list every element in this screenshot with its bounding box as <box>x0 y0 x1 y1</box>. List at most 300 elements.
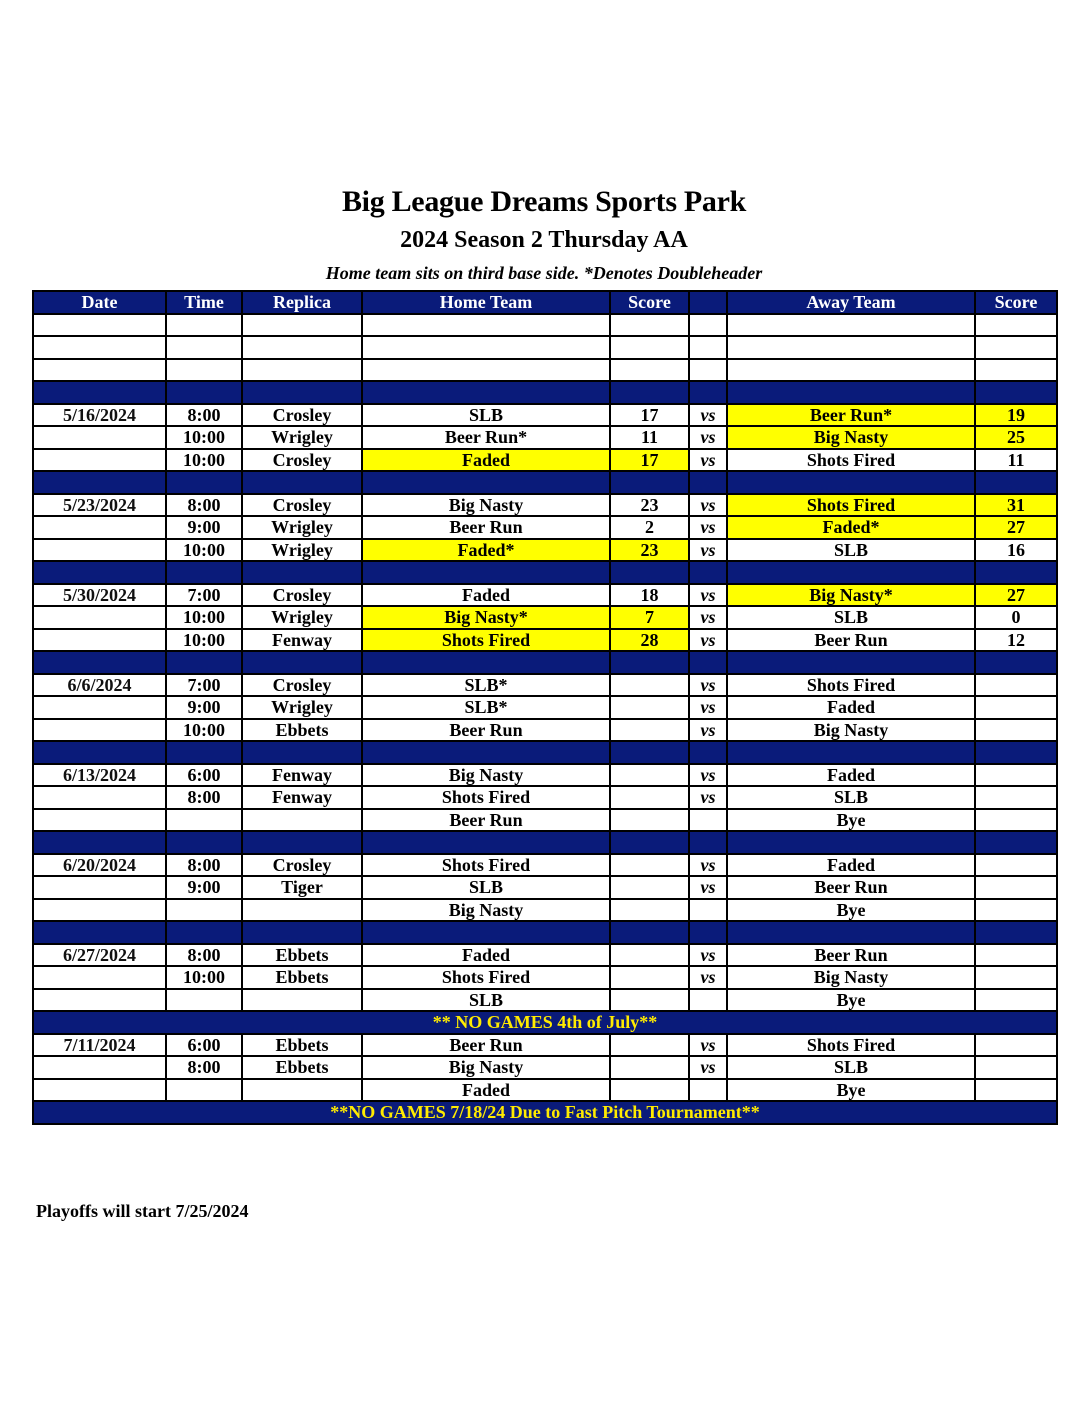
time-cell: 10:00 <box>166 966 242 989</box>
home-team-cell: Beer Run <box>362 516 610 539</box>
empty-cell <box>166 359 242 382</box>
empty-cell <box>362 921 610 944</box>
away-team-cell: Shots Fired <box>727 1034 975 1057</box>
replica-cell <box>242 989 362 1012</box>
vs-cell: vs <box>689 764 727 787</box>
time-cell <box>166 1079 242 1102</box>
home-team-cell: SLB* <box>362 674 610 697</box>
away-score-cell: 25 <box>975 426 1057 449</box>
empty-cell <box>33 741 166 764</box>
vs-cell: vs <box>689 606 727 629</box>
game-row <box>33 1034 1057 1057</box>
replica-cell: Crosley <box>242 404 362 427</box>
empty-cell <box>727 831 975 854</box>
empty-cell <box>362 336 610 359</box>
date-cell: 6/27/2024 <box>33 944 166 967</box>
empty-cell <box>727 359 975 382</box>
empty-cell <box>362 359 610 382</box>
vs-cell: vs <box>689 876 727 899</box>
home-team-cell: Big Nasty <box>362 764 610 787</box>
replica-cell: Fenway <box>242 764 362 787</box>
empty-cell <box>727 314 975 337</box>
time-cell: 10:00 <box>166 629 242 652</box>
col-header-replica: Replica <box>242 291 362 314</box>
date-cell <box>33 786 166 809</box>
home-team-cell: Shots Fired <box>362 786 610 809</box>
empty-cell <box>33 831 166 854</box>
empty-cell <box>610 561 689 584</box>
date-cell <box>33 1056 166 1079</box>
home-score-cell <box>610 696 689 719</box>
home-team-cell: Faded <box>362 449 610 472</box>
game-row <box>33 629 1057 652</box>
empty-cell <box>975 336 1057 359</box>
vs-cell: vs <box>689 1034 727 1057</box>
home-score-cell <box>610 764 689 787</box>
vs-cell: vs <box>689 516 727 539</box>
replica-cell: Ebbets <box>242 719 362 742</box>
separator-row <box>33 561 1057 584</box>
no-games-banner-row <box>33 1011 1057 1034</box>
away-team-cell: Faded <box>727 696 975 719</box>
home-score-cell: 23 <box>610 494 689 517</box>
home-team-cell: Big Nasty <box>362 494 610 517</box>
away-team-cell: Beer Run <box>727 876 975 899</box>
away-score-cell: 11 <box>975 449 1057 472</box>
date-cell <box>33 719 166 742</box>
vs-cell: vs <box>689 674 727 697</box>
home-team-cell: Beer Run <box>362 719 610 742</box>
time-cell: 6:00 <box>166 764 242 787</box>
vs-cell <box>689 989 727 1012</box>
empty-cell <box>689 359 727 382</box>
time-cell: 8:00 <box>166 854 242 877</box>
home-score-cell <box>610 876 689 899</box>
vs-cell: vs <box>689 629 727 652</box>
game-row <box>33 876 1057 899</box>
game-row <box>33 516 1057 539</box>
empty-cell <box>242 651 362 674</box>
game-row <box>33 404 1057 427</box>
time-cell: 7:00 <box>166 674 242 697</box>
empty-cell <box>362 314 610 337</box>
home-team-cell: Beer Run <box>362 1034 610 1057</box>
empty-cell <box>610 381 689 404</box>
home-team-cell: Faded <box>362 584 610 607</box>
away-score-cell: 31 <box>975 494 1057 517</box>
vs-cell: vs <box>689 584 727 607</box>
away-team-cell: Shots Fired <box>727 494 975 517</box>
replica-cell: Wrigley <box>242 426 362 449</box>
separator-row <box>33 471 1057 494</box>
replica-cell: Crosley <box>242 494 362 517</box>
game-row <box>33 966 1057 989</box>
home-team-cell: Shots Fired <box>362 966 610 989</box>
empty-cell <box>689 741 727 764</box>
vs-cell <box>689 899 727 922</box>
empty-cell <box>610 831 689 854</box>
home-score-cell: 2 <box>610 516 689 539</box>
empty-cell <box>610 651 689 674</box>
empty-cell <box>33 381 166 404</box>
game-row <box>33 764 1057 787</box>
date-cell <box>33 449 166 472</box>
away-score-cell <box>975 966 1057 989</box>
blank-row <box>33 314 1057 337</box>
empty-cell <box>33 314 166 337</box>
date-cell <box>33 989 166 1012</box>
time-cell: 10:00 <box>166 539 242 562</box>
date-cell: 5/23/2024 <box>33 494 166 517</box>
away-team-cell: Bye <box>727 989 975 1012</box>
vs-cell: vs <box>689 494 727 517</box>
away-team-cell: Big Nasty <box>727 719 975 742</box>
empty-cell <box>166 561 242 584</box>
date-cell <box>33 516 166 539</box>
away-score-cell <box>975 696 1057 719</box>
empty-cell <box>166 831 242 854</box>
empty-cell <box>33 921 166 944</box>
empty-cell <box>362 471 610 494</box>
schedule-table <box>32 290 1058 1125</box>
home-team-cell: Big Nasty <box>362 1056 610 1079</box>
replica-cell: Wrigley <box>242 539 362 562</box>
time-cell: 8:00 <box>166 404 242 427</box>
empty-cell <box>975 561 1057 584</box>
game-row <box>33 674 1057 697</box>
away-team-cell: Beer Run <box>727 944 975 967</box>
empty-cell <box>362 831 610 854</box>
replica-cell: Wrigley <box>242 516 362 539</box>
away-team-cell: Shots Fired <box>727 449 975 472</box>
away-team-cell: Faded <box>727 854 975 877</box>
empty-cell <box>242 359 362 382</box>
game-row <box>33 426 1057 449</box>
home-score-cell <box>610 719 689 742</box>
empty-cell <box>242 831 362 854</box>
empty-cell <box>166 314 242 337</box>
date-cell <box>33 696 166 719</box>
empty-cell <box>166 336 242 359</box>
away-score-cell: 27 <box>975 584 1057 607</box>
empty-cell <box>689 651 727 674</box>
replica-cell <box>242 1079 362 1102</box>
replica-cell: Ebbets <box>242 944 362 967</box>
game-row <box>33 786 1057 809</box>
vs-cell: vs <box>689 404 727 427</box>
away-team-cell: Big Nasty <box>727 966 975 989</box>
game-row <box>33 989 1057 1012</box>
away-score-cell <box>975 944 1057 967</box>
replica-cell <box>242 899 362 922</box>
separator-row <box>33 741 1057 764</box>
game-row <box>33 606 1057 629</box>
date-cell <box>33 809 166 832</box>
home-team-cell: Shots Fired <box>362 854 610 877</box>
empty-cell <box>33 651 166 674</box>
replica-cell: Crosley <box>242 854 362 877</box>
header-row <box>33 291 1057 314</box>
away-team-cell: Faded <box>727 764 975 787</box>
game-row <box>33 899 1057 922</box>
replica-cell: Ebbets <box>242 966 362 989</box>
empty-cell <box>610 359 689 382</box>
date-cell: 5/16/2024 <box>33 404 166 427</box>
away-team-cell: Bye <box>727 899 975 922</box>
away-team-cell: Bye <box>727 1079 975 1102</box>
replica-cell: Wrigley <box>242 696 362 719</box>
home-team-cell: SLB <box>362 989 610 1012</box>
separator-row <box>33 651 1057 674</box>
empty-cell <box>33 336 166 359</box>
home-score-cell <box>610 966 689 989</box>
empty-cell <box>242 336 362 359</box>
home-score-cell: 17 <box>610 449 689 472</box>
empty-cell <box>727 471 975 494</box>
col-header-away-score: Score <box>975 291 1057 314</box>
empty-cell <box>362 561 610 584</box>
empty-cell <box>975 471 1057 494</box>
game-row <box>33 719 1057 742</box>
replica-cell <box>242 809 362 832</box>
away-score-cell: 19 <box>975 404 1057 427</box>
no-games-banner: ** NO GAMES 4th of July** <box>33 1011 1057 1034</box>
home-team-cell: Big Nasty* <box>362 606 610 629</box>
home-team-cell: Shots Fired <box>362 629 610 652</box>
empty-cell <box>689 831 727 854</box>
doubleheader-note: Home team sits on third base side. *Denotes Doubleheader <box>325 263 763 283</box>
vs-cell: vs <box>689 426 727 449</box>
empty-cell <box>33 561 166 584</box>
page-title: Big League Dreams Sports Park <box>341 185 747 218</box>
empty-cell <box>242 921 362 944</box>
empty-cell <box>975 741 1057 764</box>
game-row <box>33 1056 1057 1079</box>
home-team-cell: Faded <box>362 1079 610 1102</box>
col-header-home-score: Score <box>610 291 689 314</box>
home-score-cell <box>610 809 689 832</box>
blank-row <box>33 359 1057 382</box>
away-score-cell: 0 <box>975 606 1057 629</box>
replica-cell: Fenway <box>242 786 362 809</box>
empty-cell <box>727 651 975 674</box>
vs-cell: vs <box>689 786 727 809</box>
game-row <box>33 539 1057 562</box>
away-score-cell: 16 <box>975 539 1057 562</box>
away-team-cell: SLB <box>727 539 975 562</box>
vs-cell: vs <box>689 696 727 719</box>
empty-cell <box>727 921 975 944</box>
home-score-cell <box>610 989 689 1012</box>
vs-cell: vs <box>689 944 727 967</box>
time-cell: 8:00 <box>166 1056 242 1079</box>
no-games-banner-row <box>33 1101 1057 1124</box>
home-team-cell: SLB* <box>362 696 610 719</box>
replica-cell: Crosley <box>242 584 362 607</box>
empty-cell <box>166 741 242 764</box>
playoffs-note: Playoffs will start 7/25/2024 <box>36 1201 249 1221</box>
empty-cell <box>689 921 727 944</box>
empty-cell <box>166 921 242 944</box>
away-score-cell <box>975 719 1057 742</box>
date-cell <box>33 606 166 629</box>
home-score-cell <box>610 854 689 877</box>
away-team-cell: Bye <box>727 809 975 832</box>
replica-cell: Wrigley <box>242 606 362 629</box>
away-score-cell <box>975 764 1057 787</box>
separator-row <box>33 381 1057 404</box>
away-team-cell: SLB <box>727 786 975 809</box>
date-cell <box>33 629 166 652</box>
empty-cell <box>727 741 975 764</box>
time-cell: 6:00 <box>166 1034 242 1057</box>
time-cell: 9:00 <box>166 876 242 899</box>
empty-cell <box>362 381 610 404</box>
empty-cell <box>166 471 242 494</box>
away-score-cell <box>975 1034 1057 1057</box>
empty-cell <box>610 314 689 337</box>
empty-cell <box>689 336 727 359</box>
home-team-cell: Faded* <box>362 539 610 562</box>
away-team-cell: SLB <box>727 1056 975 1079</box>
separator-row <box>33 831 1057 854</box>
empty-cell <box>362 651 610 674</box>
away-team-cell: Big Nasty* <box>727 584 975 607</box>
empty-cell <box>727 561 975 584</box>
home-score-cell <box>610 1034 689 1057</box>
game-row <box>33 944 1057 967</box>
home-score-cell: 7 <box>610 606 689 629</box>
vs-cell: vs <box>689 539 727 562</box>
vs-cell: vs <box>689 449 727 472</box>
col-header-vs <box>689 291 727 314</box>
home-score-cell: 17 <box>610 404 689 427</box>
empty-cell <box>166 381 242 404</box>
vs-cell: vs <box>689 966 727 989</box>
replica-cell: Crosley <box>242 674 362 697</box>
time-cell <box>166 809 242 832</box>
date-cell <box>33 966 166 989</box>
time-cell: 10:00 <box>166 449 242 472</box>
game-row <box>33 1079 1057 1102</box>
home-score-cell: 23 <box>610 539 689 562</box>
empty-cell <box>689 471 727 494</box>
date-cell <box>33 899 166 922</box>
game-row <box>33 809 1057 832</box>
empty-cell <box>242 381 362 404</box>
empty-cell <box>727 381 975 404</box>
time-cell: 10:00 <box>166 719 242 742</box>
time-cell: 9:00 <box>166 696 242 719</box>
home-team-cell: SLB <box>362 876 610 899</box>
home-score-cell <box>610 674 689 697</box>
away-team-cell: Shots Fired <box>727 674 975 697</box>
empty-cell <box>33 471 166 494</box>
schedule-body <box>33 314 1057 1124</box>
empty-cell <box>33 359 166 382</box>
time-cell: 8:00 <box>166 786 242 809</box>
home-team-cell: Faded <box>362 944 610 967</box>
empty-cell <box>975 359 1057 382</box>
time-cell: 10:00 <box>166 426 242 449</box>
empty-cell <box>242 561 362 584</box>
vs-cell <box>689 1079 727 1102</box>
home-score-cell: 18 <box>610 584 689 607</box>
date-cell: 6/13/2024 <box>33 764 166 787</box>
empty-cell <box>362 741 610 764</box>
away-team-cell: Big Nasty <box>727 426 975 449</box>
replica-cell: Crosley <box>242 449 362 472</box>
empty-cell <box>689 561 727 584</box>
time-cell: 8:00 <box>166 944 242 967</box>
away-team-cell: Faded* <box>727 516 975 539</box>
separator-row <box>33 921 1057 944</box>
time-cell: 7:00 <box>166 584 242 607</box>
blank-row <box>33 336 1057 359</box>
empty-cell <box>975 381 1057 404</box>
time-cell: 8:00 <box>166 494 242 517</box>
time-cell <box>166 989 242 1012</box>
date-cell <box>33 1079 166 1102</box>
away-score-cell <box>975 1056 1057 1079</box>
game-row <box>33 494 1057 517</box>
vs-cell: vs <box>689 719 727 742</box>
game-row <box>33 584 1057 607</box>
empty-cell <box>610 471 689 494</box>
date-cell <box>33 539 166 562</box>
replica-cell: Tiger <box>242 876 362 899</box>
page-subtitle: 2024 Season 2 Thursday AA <box>400 227 688 253</box>
away-score-cell <box>975 899 1057 922</box>
empty-cell <box>610 921 689 944</box>
empty-cell <box>689 381 727 404</box>
time-cell <box>166 899 242 922</box>
col-header-date: Date <box>33 291 166 314</box>
away-score-cell <box>975 786 1057 809</box>
replica-cell: Ebbets <box>242 1056 362 1079</box>
col-header-away-team: Away Team <box>727 291 975 314</box>
home-team-cell: Big Nasty <box>362 899 610 922</box>
home-score-cell <box>610 786 689 809</box>
game-row <box>33 449 1057 472</box>
empty-cell <box>610 741 689 764</box>
time-cell: 9:00 <box>166 516 242 539</box>
home-score-cell <box>610 944 689 967</box>
empty-cell <box>166 651 242 674</box>
date-cell: 5/30/2024 <box>33 584 166 607</box>
home-score-cell <box>610 899 689 922</box>
col-header-home-team: Home Team <box>362 291 610 314</box>
vs-cell: vs <box>689 1056 727 1079</box>
away-score-cell <box>975 809 1057 832</box>
away-score-cell: 27 <box>975 516 1057 539</box>
home-score-cell <box>610 1079 689 1102</box>
vs-cell <box>689 809 727 832</box>
vs-cell: vs <box>689 854 727 877</box>
replica-cell: Fenway <box>242 629 362 652</box>
home-score-cell: 28 <box>610 629 689 652</box>
empty-cell <box>975 314 1057 337</box>
away-score-cell <box>975 854 1057 877</box>
empty-cell <box>689 314 727 337</box>
empty-cell <box>242 314 362 337</box>
home-team-cell: Beer Run* <box>362 426 610 449</box>
away-score-cell <box>975 674 1057 697</box>
date-cell: 6/20/2024 <box>33 854 166 877</box>
empty-cell <box>242 471 362 494</box>
empty-cell <box>727 336 975 359</box>
away-score-cell <box>975 989 1057 1012</box>
